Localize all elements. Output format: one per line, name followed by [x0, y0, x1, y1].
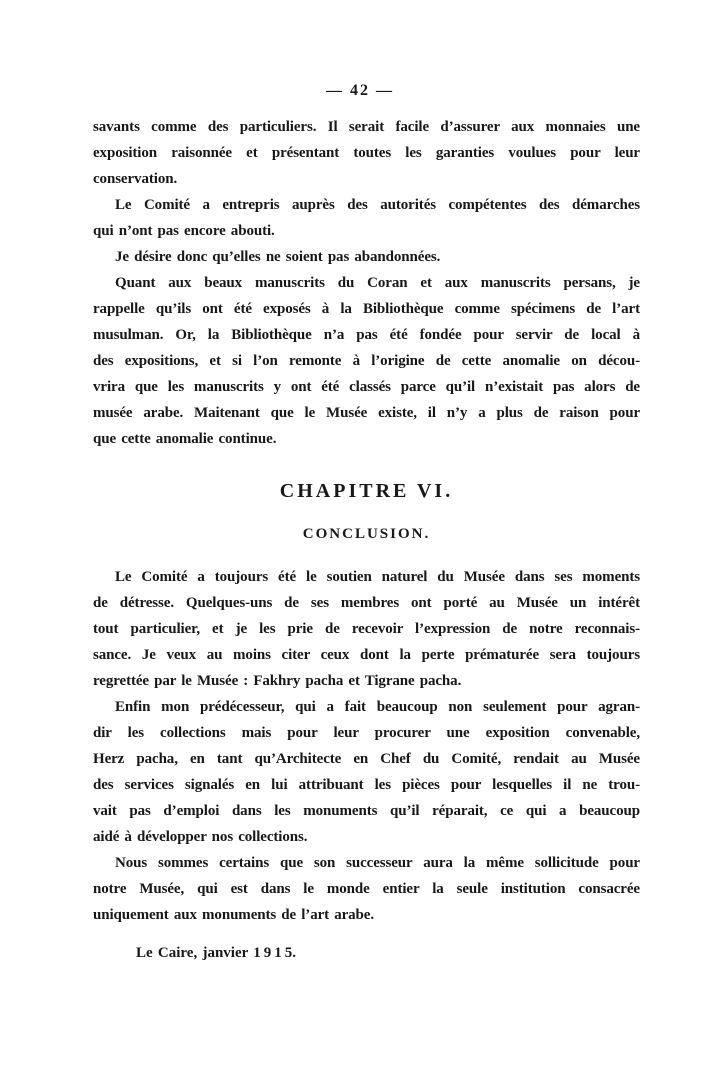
text-line: conservation.	[93, 171, 178, 187]
text-line: musée arabe. Maitenant que le Musée existe, il n’y a plus de raison pour	[93, 405, 640, 421]
text-line: savants comme des particuliers. Il serait facile d’assurer aux monnaies une	[93, 119, 640, 135]
section-heading: CONCLUSION.	[302, 526, 431, 542]
paragraph	[93, 270, 640, 452]
text-line: dir les collections mais pour leur procurer une exposition convenable,	[93, 725, 640, 741]
dateline: Le Caire, janvier 1 9 1 5.	[136, 945, 297, 961]
paragraph	[93, 694, 640, 850]
page-number: — 42 —	[326, 82, 394, 99]
text-line: des services signalés en lui attribuant les pièces pour lesquelles il ne trou-	[93, 777, 640, 793]
paragraph	[93, 850, 640, 928]
chapter-heading: CHAPITRE VI.	[279, 480, 454, 502]
text-line: Nous sommes certains que son successeur aura la même sollicitude pour	[115, 855, 640, 871]
paragraph	[93, 192, 640, 244]
text-line: que cette anomalie continue.	[93, 431, 277, 447]
paragraph	[93, 114, 640, 192]
text-line: aidé à développer nos collections.	[93, 829, 308, 845]
text-line: rappelle qu’ils ont été exposés à la Bibliothèque comme spécimens de l’art	[93, 301, 640, 317]
text-line: de détresse. Quelques-uns de ses membres ont porté au Musée un intérêt	[93, 595, 640, 611]
text-line: tout particulier, et je les prie de recevoir l’expression de notre reconnais-	[93, 621, 640, 637]
text-line: qui n’ont pas encore abouti.	[93, 223, 275, 239]
paragraph	[93, 244, 640, 270]
text-line: regrettée par le Musée : Fakhry pacha et Tigrane pacha.	[93, 673, 462, 689]
text-line: sance. Je veux au moins citer ceux dont la perte prématurée sera toujours	[93, 647, 640, 663]
text-line: Herz pacha, en tant qu’Architecte en Chef du Comité, rendait au Musée	[93, 751, 640, 767]
paragraph	[93, 564, 640, 694]
text-line: musulman. Or, la Bibliothèque n’a pas été fondée pour servir de local à	[93, 327, 640, 343]
text-line: exposition raisonnée et présentant toutes les garanties voulues pour leur	[93, 145, 640, 161]
text-line: Le Comité a entrepris auprès des autorités compétentes des démarches	[115, 197, 640, 213]
text-line: Enfin mon prédécesseur, qui a fait beaucoup non seulement pour agran-	[115, 699, 640, 715]
text-line: Le Comité a toujours été le soutien naturel du Musée dans ses moments	[115, 569, 640, 585]
text-line: uniquement aux monuments de l’art arabe.	[93, 907, 375, 923]
text-line: notre Musée, qui est dans le monde entier la seule institution consacrée	[93, 881, 640, 897]
text-block	[93, 114, 640, 966]
text-line: des expositions, et si l’on remonte à l’origine de cette anomalie on décou-	[93, 353, 640, 369]
text-line: Je désire donc qu’elles ne soient pas abandonnées.	[115, 249, 441, 265]
text-line: Quant aux beaux manuscrits du Coran et aux manuscrits persans, je	[115, 275, 640, 291]
text-line: vrira que les manuscrits y ont été classés parce qu’il n’existait pas alors de	[93, 379, 640, 395]
text-line: vait pas d’emploi dans les monuments qu’il réparait, ce qui a beaucoup	[93, 803, 640, 819]
